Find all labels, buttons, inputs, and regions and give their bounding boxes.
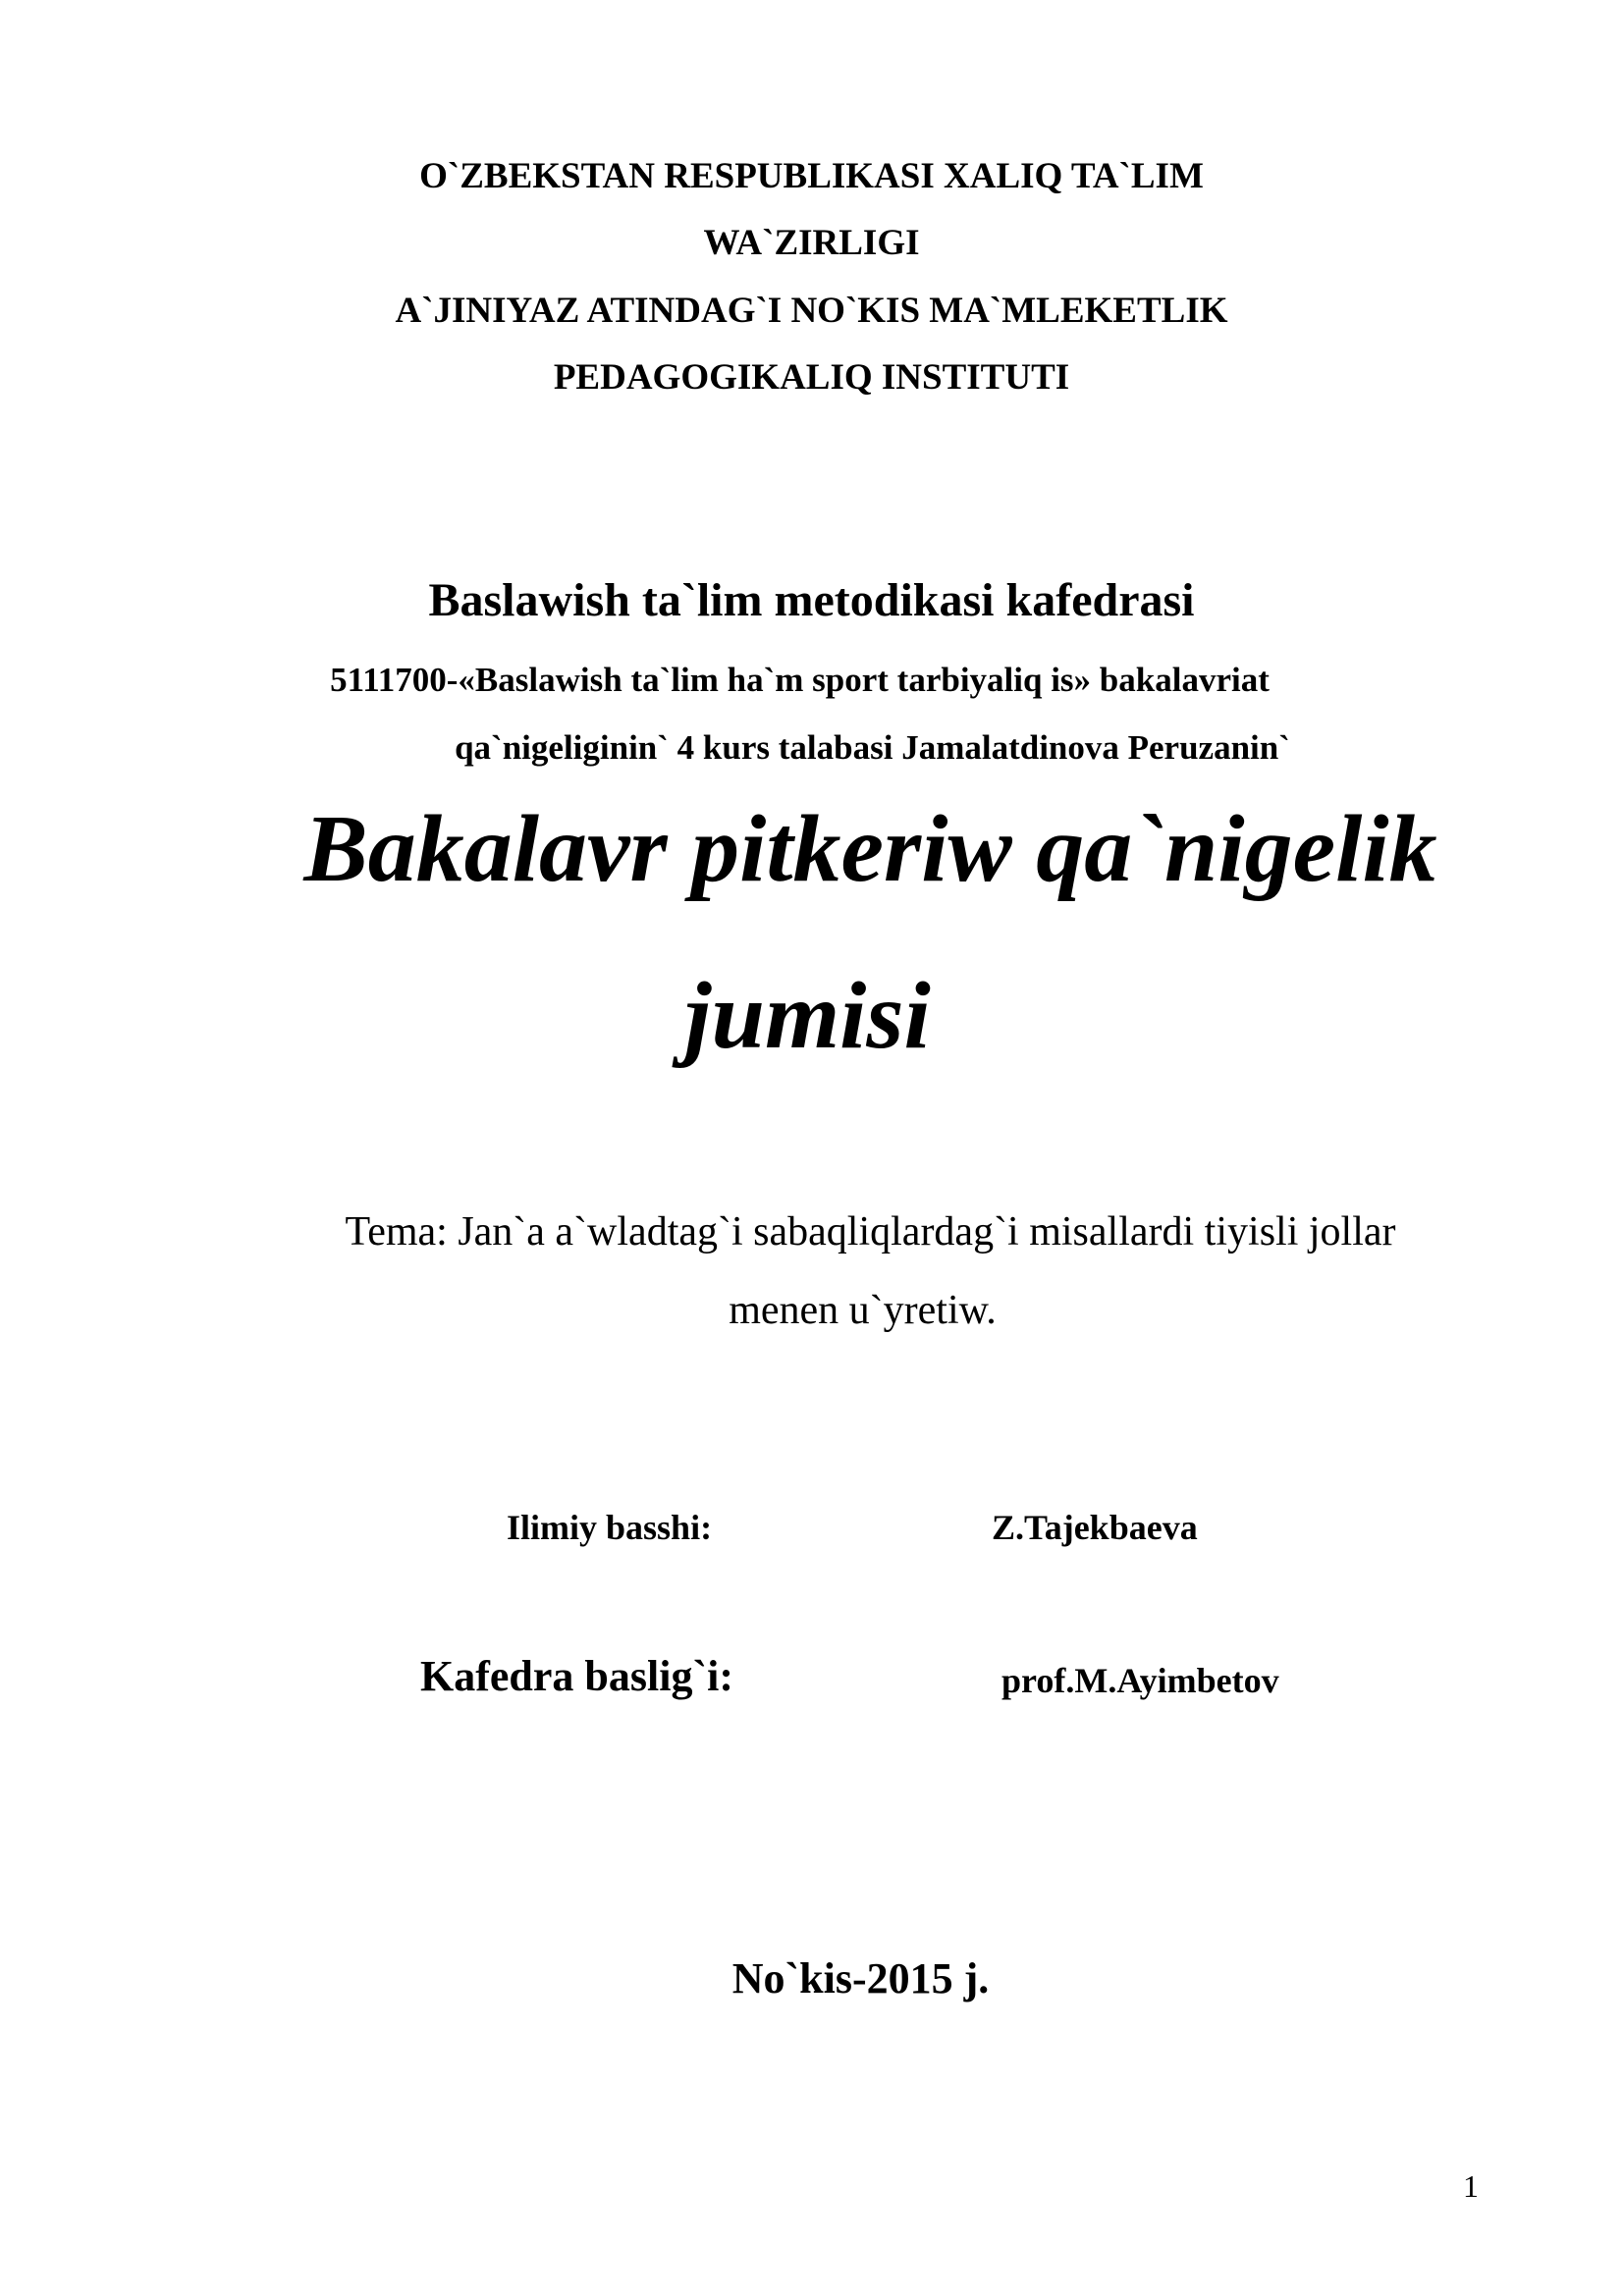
head-of-department-name: prof.M.Ayimbetov xyxy=(1001,1661,1279,1700)
work-title-line-2: jumisi xyxy=(684,963,931,1069)
ministry-line-1: O`ZBEKSTAN RESPUBLIKASI XALIQ TA`LIM xyxy=(419,156,1204,196)
work-title-line-1: Bakalavr pitkeriw qa`nigelik xyxy=(303,796,1437,902)
topic-line-2: menen u`yretiw. xyxy=(729,1288,997,1333)
supervisor-name: Z.Tajekbaeva xyxy=(992,1508,1198,1547)
institute-line-1: A`JINIYAZ ATINDAG`I NO`KIS MA`MLEKETLIK xyxy=(395,291,1228,331)
ministry-line-2: WA`ZIRLIGI xyxy=(703,223,920,263)
institute-line-2: PEDAGOGIKALIQ INSTITUTI xyxy=(553,357,1070,398)
specialty-line: 5111700-«Baslawish ta`lim ha`m sport tarbiyaliq is» bakalavriat xyxy=(330,661,1270,699)
page-number: 1 xyxy=(1463,2168,1479,2204)
head-of-department-label: Kafedra baslig`i: xyxy=(420,1652,733,1700)
topic-line-1: Tema: Jan`a a`wladtag`i sabaqliqlardag`i misallardi tiyisli jollar xyxy=(345,1209,1396,1255)
student-line: qa`nigeliginin` 4 kurs talabasi Jamalatdinova Peruzanin` xyxy=(455,728,1290,767)
place-year: No`kis-2015 j. xyxy=(731,1954,990,2002)
department-title: Baslawish ta`lim metodikasi kafedrasi xyxy=(428,574,1195,626)
supervisor-label: Ilimiy basshi: xyxy=(507,1508,713,1547)
